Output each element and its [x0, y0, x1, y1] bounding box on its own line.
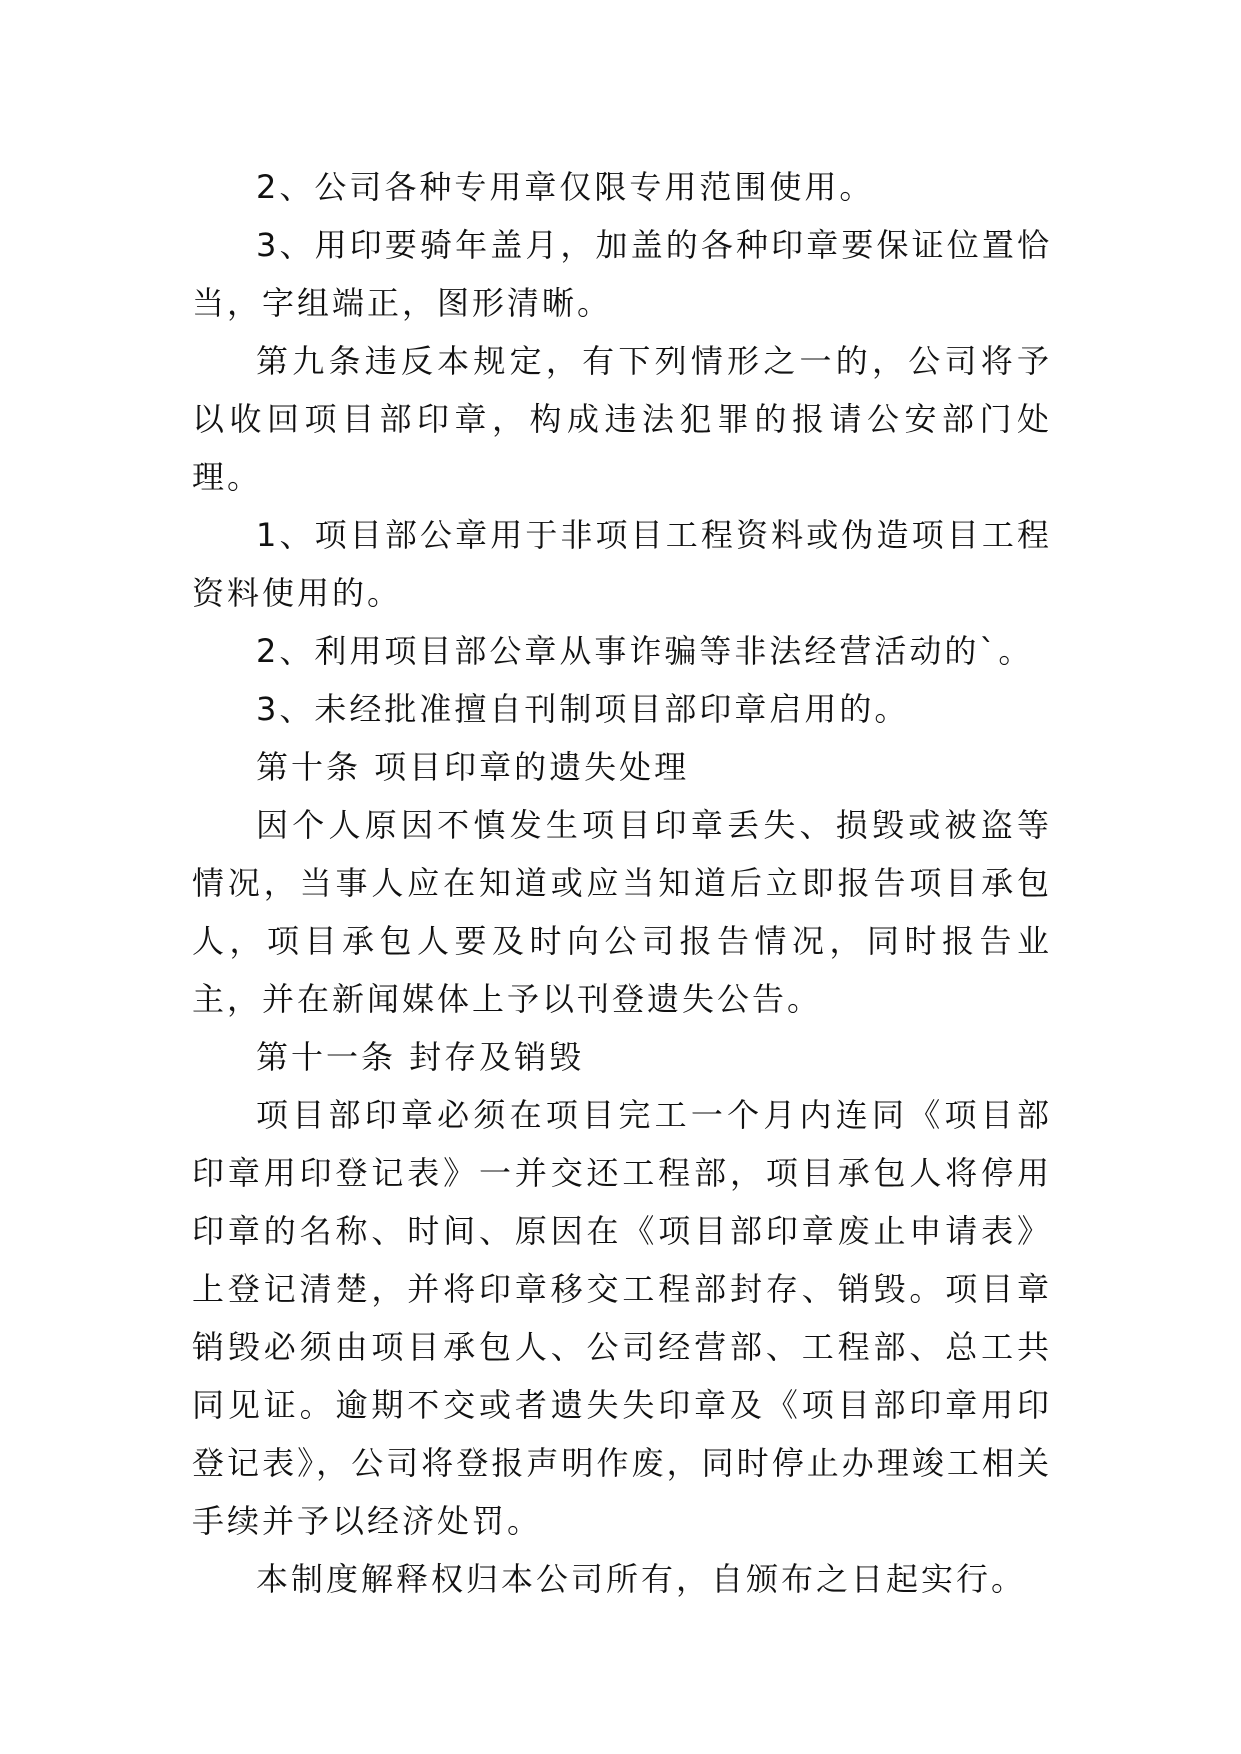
document-body — [192, 158, 1052, 1608]
article-10-heading: 第十条 项目印章的遗失处理 — [256, 748, 690, 786]
violation-item-1: 1、项目部公章用于非项目工程资料或伪造项目工程资料使用的。 — [192, 516, 1052, 612]
paragraph-seal-scope: 2、公司各种专用章仅限专用范围使用。 — [256, 168, 875, 206]
article-11-body: 项目部印章必须在项目完工一个月内连同《项目部印章用印登记表》一并交还工程部，项目承包人将停用印章的名称、时间、原因在《项目部印章废止申请表》上登记清楚，并将印章移交工程部封存、销毁。项目章销毁必须由项目承包人、公司经营部、工程部、总工共同见证。逾期不交或者遗失失印章及《项目部印章用印登记表》，公司将登报声明作废，同时停止办理竣工相关手续并予以经济处罚。 — [192, 1096, 1052, 1540]
paragraph-seal-placement: 3、用印要骑年盖月，加盖的各种印章要保证位置恰当，字组端正，图形清晰。 — [192, 226, 1052, 322]
violation-item-3: 3、未经批准擅自刊制项目部印章启用的。 — [256, 690, 910, 728]
article-11-heading: 第十一条 封存及销毁 — [256, 1038, 585, 1076]
violation-item-2: 2、利用项目部公章从事诈骗等非法经营活动的`。 — [256, 632, 1034, 670]
article-9-violations: 第九条违反本规定，有下列情形之一的，公司将予以收回项目部印章，构成违法犯罪的报请公安部门处理。 — [192, 342, 1052, 496]
article-10-body: 因个人原因不慎发生项目印章丢失、损毁或被盗等情况，当事人应在知道或应当知道后立即报告项目承包人，项目承包人要及时向公司报告情况，同时报告业主，并在新闻媒体上予以刊登遗失公告。 — [192, 806, 1052, 1018]
closing-statement: 本制度解释权归本公司所有，自颁布之日起实行。 — [256, 1560, 1027, 1598]
